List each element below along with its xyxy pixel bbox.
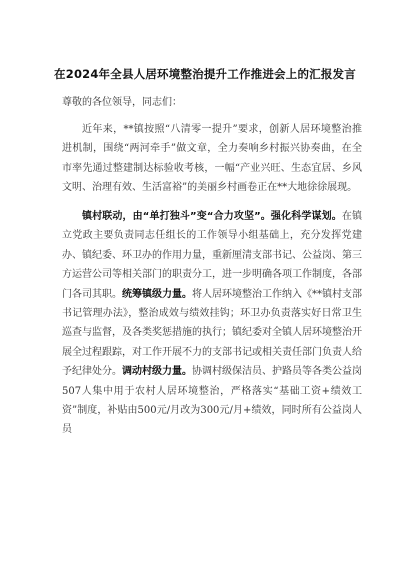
intro-text: 近年来，**镇按照“八清零一提升”要求，创新人居环境整治推进机制，围绕“两河牵手”做文章，全力奏响乡村振兴协奏曲，在全市率先通过整建制达标验收考核，一幅“产业兴旺、生态宜居、乡风文明、治理有效、生活富裕”的美丽乡村画卷正在**大地徐徐展现。: [62, 124, 362, 194]
paragraph-intro: [62, 120, 362, 198]
section-heading: 统筹镇级力量。: [122, 288, 192, 300]
document-title: 在2024年全县人居环境整治提升工作推进会上的汇报发言: [54, 67, 356, 81]
section-text: 在镇立党政主要负责同志任组长的工作领导小组基础上，充分发挥党建办、镇纪委、环卫办的作用力量，重新厘清支部书记、公益岗、第三方运营公司等相关部门的职责分工，进一步明确各项工作制度，各部门各司其职。: [62, 211, 363, 300]
section-heading: 调动村级力量。: [122, 366, 192, 378]
paragraph-town-village-linkage: [62, 207, 362, 440]
section-text: 将人居环境整治工作纳入《**镇村支部书记管理办法》，整治成效与绩效挂钩；环卫办负责落实好日常卫生巡查与监督，及各类奖惩措施的执行；镇纪委对全镇人居环境整治开展全过程跟踪，对工作开展不力的支部书记或相关责任部门负责人给予纪律处分。: [62, 288, 362, 378]
section-text: 协调村级保洁员、护路员等各类公益岗507人集中用于农村人居环境整治，严格落实“基础工资+绩效工资”制度，补贴由500元/月改为300元/月+绩效，同时所有公益岗人员: [62, 366, 362, 436]
salutation: 尊敬的各位领导，同志们：: [62, 97, 182, 108]
section-heading: 镇村联动，由“单打独斗”变“合力攻坚”。强化科学谋划。: [82, 211, 342, 222]
